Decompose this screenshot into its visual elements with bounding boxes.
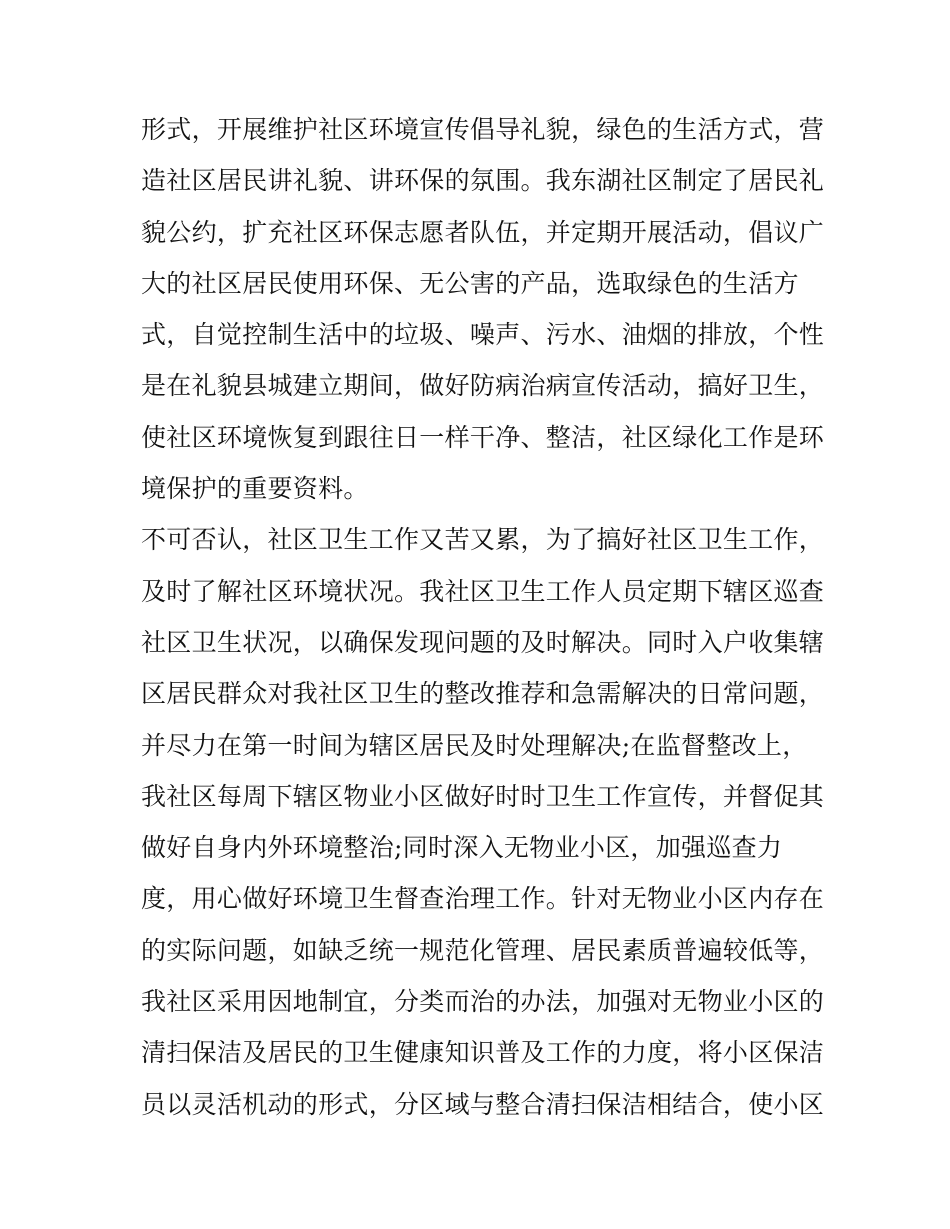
text-line: 式，自觉控制生活中的垃圾、噪声、污水、油烟的排放，个性 [141,320,825,350]
text-line: 形式，开展维护社区环境宣传倡导礼貌，绿色的生活方式，营 [141,115,825,144]
text-line: 貌公约，扩充社区环保志愿者队伍，并定期开展活动，倡议广 [141,217,825,247]
text-line: 不可否认，社区卫生工作又苦又累，为了搞好社区卫生工作， [141,525,825,555]
text-line: 员以灵活机动的形式，分区域与整合清扫保洁相结合，使小区 [141,1089,825,1119]
text-line: 度，用心做好环境卫生督查治理工作。针对无物业小区内存在 [141,884,825,914]
text-line: 清扫保洁及居民的卫生健康知识普及工作的力度，将小区保洁 [141,1038,825,1068]
text-line: 境保护的重要资料。 [141,474,369,504]
text-line: 的实际问题，如缺乏统一规范化管理、居民素质普遍较低等， [141,935,825,965]
text-line: 及时了解社区环境状况。我社区卫生工作人员定期下辖区巡查 [141,576,825,606]
text-line: 我社区采用因地制宜，分类而治的办法，加强对无物业小区的 [141,987,825,1017]
text-line: 使社区环境恢复到跟往日一样干净、整洁，社区绿化工作是环 [141,422,825,452]
text-line: 我社区每周下辖区物业小区做好时时卫生工作宣传，并督促其 [141,781,825,811]
text-line: 造社区居民讲礼貌、讲环保的氛围。我东湖社区制定了居民礼 [141,166,825,196]
document-body [141,104,825,1130]
text-line: 区居民群众对我社区卫生的整改推荐和急需解决的日常问题， [141,679,825,709]
text-line: 社区卫生状况，以确保发现问题的及时解决。同时入户收集辖 [141,627,825,657]
text-line: 并尽力在第一时间为辖区居民及时处理解决;在监督整改上， [141,730,808,760]
text-line: 大的社区居民使用环保、无公害的产品，选取绿色的生活方 [141,268,799,298]
text-line: 是在礼貌县城建立期间，做好防病治病宣传活动，搞好卫生， [141,371,825,401]
text-line: 做好自身内外环境整治;同时深入无物业小区，加强巡查力 [141,833,783,863]
